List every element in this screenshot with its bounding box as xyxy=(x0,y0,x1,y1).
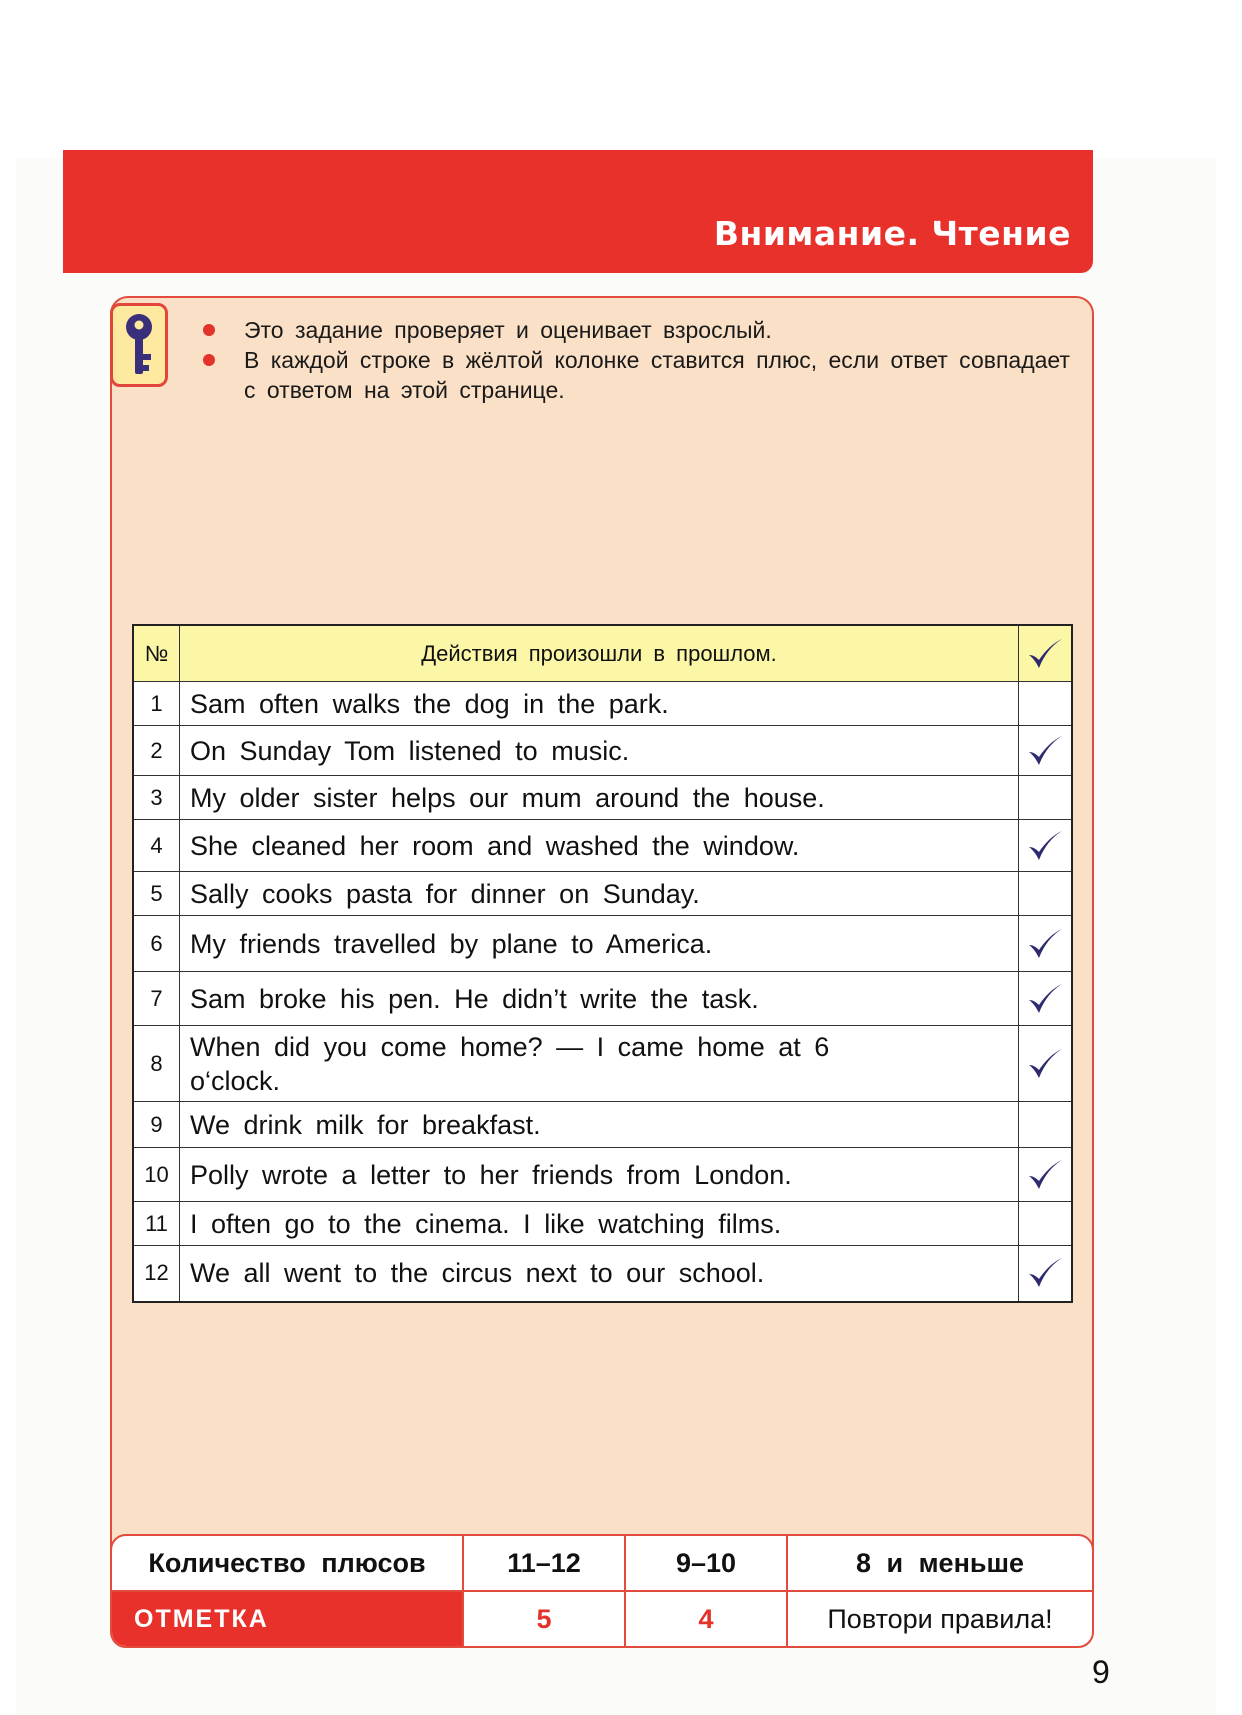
table-row xyxy=(133,1148,1072,1202)
row-number: 6 xyxy=(133,916,180,972)
row-sentence: My older sister helps our mum around the house. xyxy=(180,776,1019,820)
table-row xyxy=(133,1202,1072,1246)
row-sentence: We all went to the circus next to our school. xyxy=(180,1246,1019,1302)
row-check-cell xyxy=(1019,1148,1073,1202)
table-row xyxy=(133,1246,1072,1302)
row-number: 5 xyxy=(133,872,180,916)
table-row xyxy=(133,1026,1072,1102)
section-header xyxy=(63,150,1093,273)
past-actions-table xyxy=(132,624,1073,1303)
check-column-header xyxy=(1019,625,1073,682)
row-check-cell xyxy=(1019,1026,1073,1102)
grading-grade-row xyxy=(112,1592,1092,1646)
page-number: 9 xyxy=(1092,1654,1110,1690)
row-sentence: On Sunday Tom listened to music. xyxy=(180,726,1019,776)
grading-count-row xyxy=(112,1536,1092,1592)
row-check-cell xyxy=(1019,872,1073,916)
instruction-item: В каждой строке в жёлтой колонке ставится плюс, если ответ совпадает с ответом на этой странице. xyxy=(200,345,1080,405)
row-check-cell xyxy=(1019,1246,1073,1302)
row-number: 3 xyxy=(133,776,180,820)
row-check-cell xyxy=(1019,972,1073,1026)
check-mark-icon xyxy=(1025,828,1065,864)
table-row xyxy=(133,972,1072,1026)
row-check-cell xyxy=(1019,916,1073,972)
check-mark-icon xyxy=(1025,1157,1065,1193)
table-row xyxy=(133,916,1072,972)
row-sentence: She cleaned her room and washed the window. xyxy=(180,820,1019,872)
range-cell: 11–12 xyxy=(464,1536,626,1592)
grade-label: ОТМЕТКА xyxy=(112,1592,464,1646)
row-check-cell xyxy=(1019,726,1073,776)
check-mark-icon xyxy=(1025,981,1065,1017)
row-sentence: My friends travelled by plane to America. xyxy=(180,916,1019,972)
row-number: 4 xyxy=(133,820,180,872)
row-sentence: Polly wrote a letter to her friends from London. xyxy=(180,1148,1019,1202)
check-mark-icon xyxy=(1025,733,1065,769)
row-check-cell xyxy=(1019,1102,1073,1148)
table-row xyxy=(133,820,1072,872)
key-badge xyxy=(110,303,168,387)
instructions-list xyxy=(200,315,1080,405)
table-row xyxy=(133,726,1072,776)
table-header-row xyxy=(133,625,1072,682)
table-row xyxy=(133,872,1072,916)
row-check-cell xyxy=(1019,820,1073,872)
table-row xyxy=(133,1102,1072,1148)
row-number: 7 xyxy=(133,972,180,1026)
section-title: Внимание. Чтение xyxy=(713,214,1071,253)
row-check-cell xyxy=(1019,776,1073,820)
row-sentence: When did you come home? — I came home at 6 o‘clock. xyxy=(180,1026,1019,1102)
row-check-cell xyxy=(1019,682,1073,726)
row-number: 8 xyxy=(133,1026,180,1102)
plus-count-label: Количество плюсов xyxy=(112,1536,464,1592)
row-number: 11 xyxy=(133,1202,180,1246)
range-cell: 9–10 xyxy=(626,1536,788,1592)
instruction-item: Это задание проверяет и оценивает взрослый. xyxy=(200,315,1080,345)
grade-value: 4 xyxy=(626,1592,788,1646)
row-sentence: I often go to the cinema. I like watching films. xyxy=(180,1202,1019,1246)
text-column-header: Действия произошли в прошлом. xyxy=(180,625,1019,682)
row-sentence: Sam often walks the dog in the park. xyxy=(180,682,1019,726)
table-body xyxy=(133,682,1072,1302)
check-mark-icon xyxy=(1025,926,1065,962)
grade-value: 5 xyxy=(464,1592,626,1646)
row-sentence: Sally cooks pasta for dinner on Sunday. xyxy=(180,872,1019,916)
check-mark-icon xyxy=(1025,1255,1065,1291)
row-sentence: Sam broke his pen. He didn’t write the task. xyxy=(180,972,1019,1026)
table-row xyxy=(133,776,1072,820)
row-check-cell xyxy=(1019,1202,1073,1246)
key-icon xyxy=(120,312,158,380)
check-mark-icon xyxy=(1025,636,1065,672)
table-row xyxy=(133,682,1072,726)
row-number: 1 xyxy=(133,682,180,726)
row-sentence: We drink milk for breakfast. xyxy=(180,1102,1019,1148)
row-number: 10 xyxy=(133,1148,180,1202)
grade-advice: Повтори правила! xyxy=(827,1603,1053,1634)
row-number: 12 xyxy=(133,1246,180,1302)
row-number: 2 xyxy=(133,726,180,776)
check-mark-icon xyxy=(1025,1046,1065,1082)
range-cell: 8 и меньше xyxy=(788,1536,1092,1592)
grading-table xyxy=(110,1534,1094,1648)
row-number: 9 xyxy=(133,1102,180,1148)
number-column-header: № xyxy=(133,625,180,682)
